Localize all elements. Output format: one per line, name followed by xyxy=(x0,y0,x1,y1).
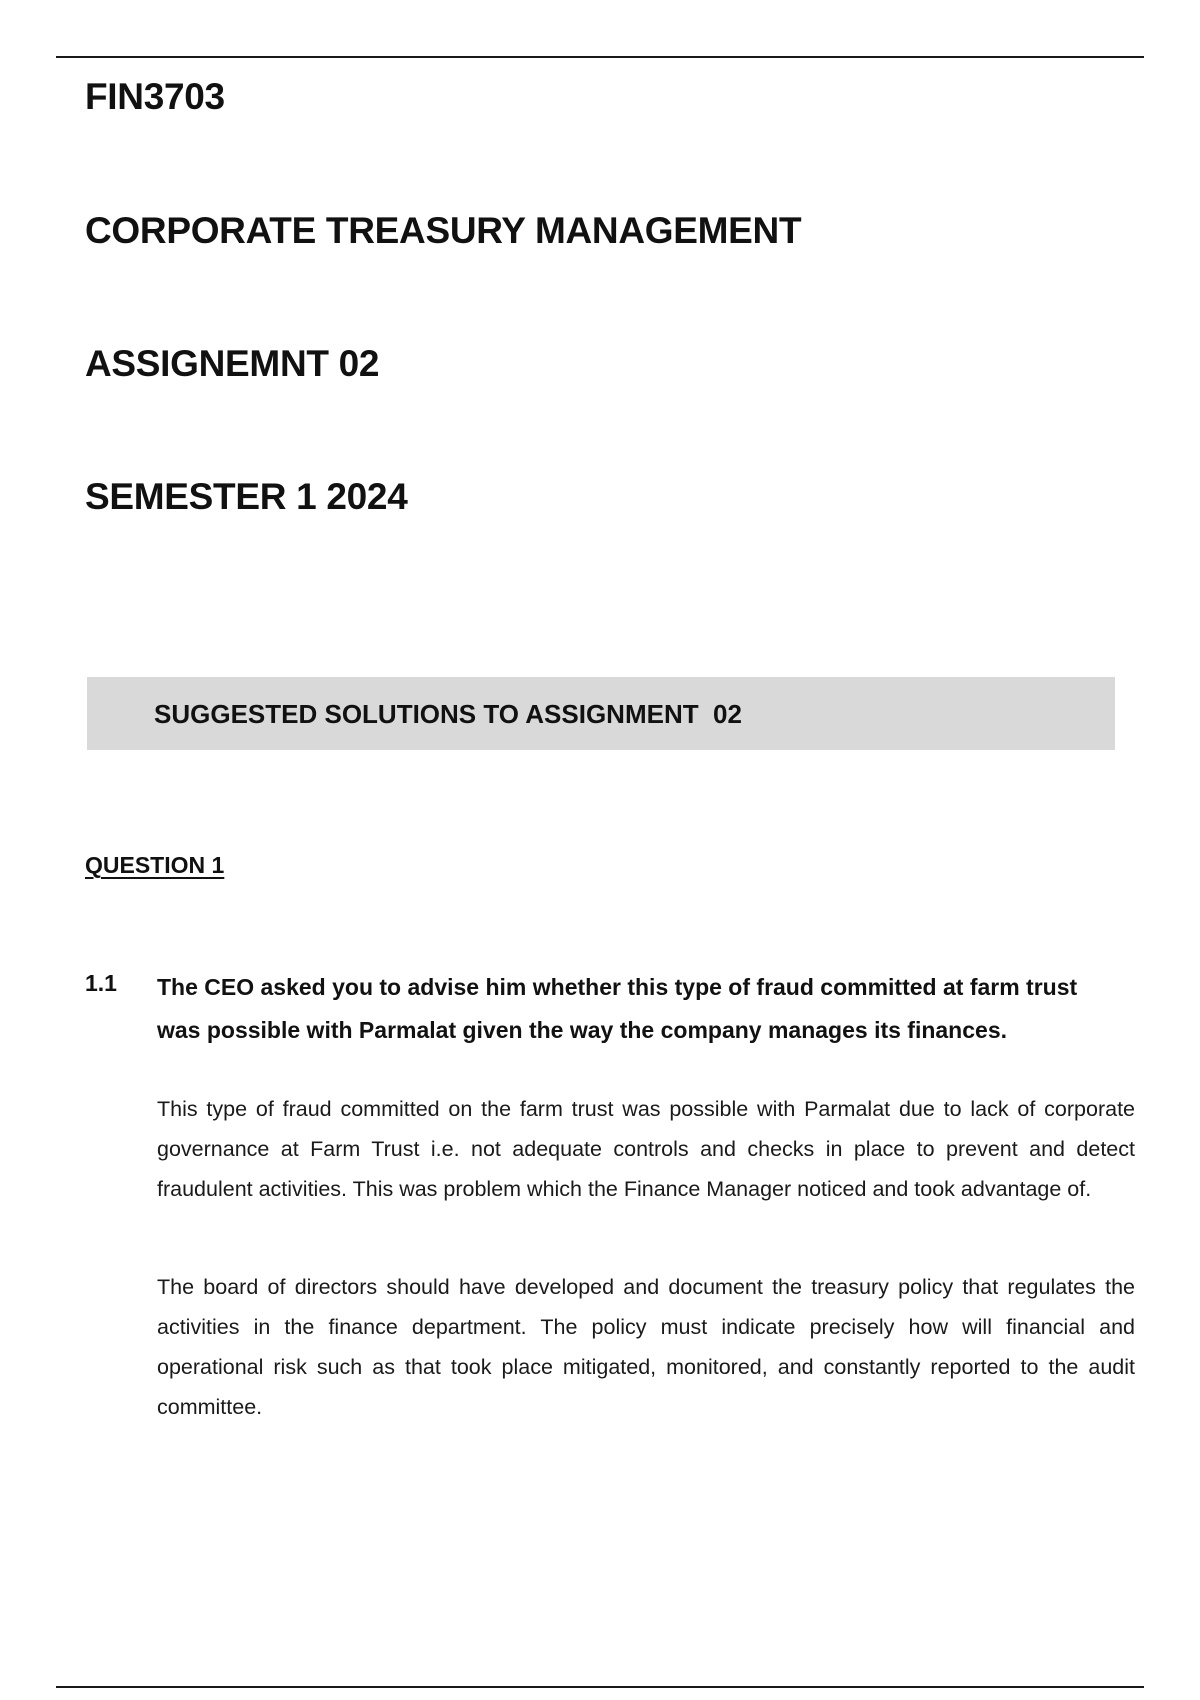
solutions-banner xyxy=(87,677,1115,750)
semester-label: SEMESTER 1 2024 xyxy=(85,476,408,517)
course-title: CORPORATE TREASURY MANAGEMENT xyxy=(85,210,802,251)
question-heading: QUESTION 1 xyxy=(85,852,225,878)
top-divider xyxy=(56,56,1144,58)
answer-paragraph: This type of fraud committed on the farm trust was possible with Parmalat due to lack of corporate governance at Farm Trust i.e. not adequate controls and checks in place to prevent and detect fraudulent activities. This was problem which the Finance Manager noticed and took advantage of. xyxy=(157,1097,1135,1201)
course-code: FIN3703 xyxy=(85,76,225,117)
answer-paragraph: The board of directors should have developed and document the treasury policy that regulates the activities in the finance department. The policy must indicate precisely how will financial and operational risk such as that took place mitigated, monitored, and constantly reported to the audit committee. xyxy=(157,1275,1135,1419)
assignment-label: ASSIGNEMNT 02 xyxy=(85,343,380,384)
question-number: 1.1 xyxy=(85,970,117,996)
banner-title: SUGGESTED SOLUTIONS TO ASSIGNMENT 02 xyxy=(154,699,742,729)
question-text: The CEO asked you to advise him whether this type of fraud committed at farm trust was possible with Parmalat given the way the company manages its finances. xyxy=(157,974,1078,1043)
bottom-divider xyxy=(56,1686,1144,1688)
